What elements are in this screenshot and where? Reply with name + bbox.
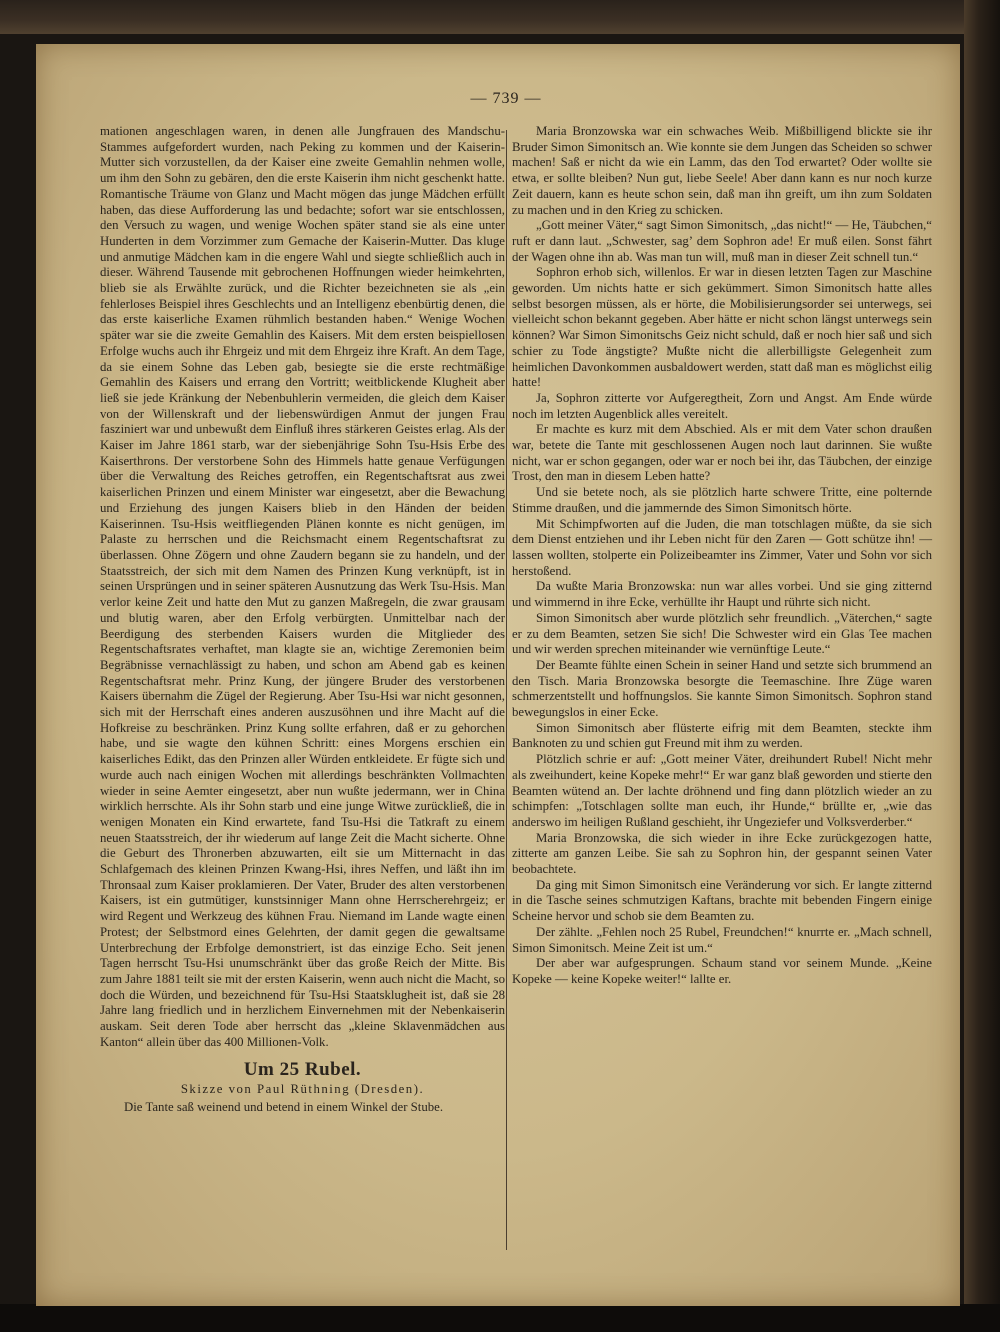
story-paragraph: Simon Simonitsch aber flüsterte eifrig mit dem Beamten, steckte ihm Banknoten zu und schien gut Freund mit ihm zu werden. [512, 720, 932, 751]
column-divider [506, 130, 507, 1250]
story-paragraph: „Gott meiner Väter,“ sagt Simon Simonitsch, „das nicht!“ — He, Täubchen,“ ruft er dann laut. „Schwester, sag’ dem Sophron ade! Er muß eilen. Sonst fährt der Wagen ohne ihn ab. Was man tun will, muß man in dieser Zeit schnell tun.“ [512, 218, 932, 264]
book-binding-right [964, 0, 1000, 1332]
story-title: Um 25 Rubel. [243, 1059, 362, 1081]
story-byline: Skizze von Paul Rüthning (Dresden). [180, 1082, 425, 1097]
book-binding-top [0, 0, 1000, 34]
story-paragraph: Maria Bronzowska war ein schwaches Weib. Mißbilligend blickte sie ihr Bruder Simon Simonitsch an. Wie konnte sie dem Jungen das Scheiden so schwer machen! Saß er nicht da wie ein Lamm, das den Tod erwartet? Oder wollte sie etwa, er sollte bleiben? Nun gut, liebe Seele! Aber dann kann es nur noch kurze Zeit dauern, kann es heute schon sein, daß man ihn greift, um ihn zum Soldaten zu machen und in den Krieg zu schicken. [512, 124, 932, 217]
story-paragraph: Der Beamte fühlte einen Schein in seiner Hand und setzte sich brummend an den Tisch. Maria Bronzowska besorgte die Teemaschine. Ihre Züge waren schmerzentstellt und hoffnungslos. Sie kannte Simon Simonitsch. Sophron stand bewegungslos in einer Ecke. [512, 657, 932, 720]
story-paragraph: Da wußte Maria Bronzowska: nun war alles vorbei. Und sie ging zitternd und wimmernd in ihre Ecke, verhüllte ihr Haupt und rührte sich nicht. [512, 579, 932, 610]
story-paragraph: Ja, Sophron zitterte vor Aufgeregtheit, Zorn und Angst. Am Ende würde noch im letzten Augenblick alles vereitelt. [512, 390, 932, 421]
story-paragraph: Der zählte. „Fehlen noch 25 Rubel, Freundchen!“ knurrte er. „Mach schnell, Simon Simonitsch. Meine Zeit ist um.“ [512, 924, 932, 955]
story-paragraph: Da ging mit Simon Simonitsch eine Veränderung vor sich. Er langte zitternd in die Tasche seines schmutzigen Kaftans, brachte mit bebenden Fingern einige Scheine hervor und schob sie dem Beamten zu. [512, 877, 932, 924]
newspaper-page [36, 44, 960, 1306]
story-opening-paragraph: Die Tante saß weinend und betend in einem Winkel der Stube. [124, 1099, 444, 1114]
story-paragraph: Maria Bronzowska, die sich wieder in ihre Ecke zurückgezogen hatte, zitterte am ganzen Leibe. Sie sah zu Sophron hin, der gespannt seinen Vater beobachtete. [512, 830, 932, 877]
story-paragraph: Mit Schimpfworten auf die Juden, die man totschlagen müßte, da sie sich dem Dienst entziehen und ihr Leben nicht für den Zaren — Gott schütze ihn! — lassen wollten, stolperte ein Polizeibeamter ins Zimmer, Vater und Sohn vor sich herstoßend. [512, 516, 932, 578]
story-paragraph: Simon Simonitsch aber wurde plötzlich sehr freundlich. „Väterchen,“ sagte er zu dem Beamten, setzen Sie sich! Die Schwester wird ein Glas Tee machen und wir werden sprechen miteinander wie vernünftige Leute.“ [512, 610, 932, 657]
story-paragraph: Plötzlich schrie er auf: „Gott meiner Väter, dreihundert Rubel! Nicht mehr als zweihundert, keine Kopeke mehr!“ Er war ganz blaß geworden und stierte den Beamten wütend an. Der lachte dröhnend und fing dann plötzlich wieder an zu schimpfen: „Totschlagen sollte man euch, ihr Hunde,“ brüllte er, „wie das anderswo im heiligen Rußland geschieht, ihr Ungeziefer und Volksverderber.“ [512, 752, 932, 829]
book-binding-bottom [0, 1304, 1000, 1332]
story-paragraph: Und sie betete noch, als sie plötzlich harte schwere Tritte, eine polternde Stimme draußen, und die jammernde des Simon Simonitsch hörte. [512, 485, 932, 515]
story-paragraph: Er machte es kurz mit dem Abschied. Als er mit dem Vater schon draußen war, betete die Tante mit geschlossenen Augen noch laut darinnen. Sie wußte nicht, war er schon gegangen, oder war er noch bei ihr, das Täubchen, der einzige Trost, den man in diesem Leben hatte? [512, 422, 932, 484]
page-number: — 739 — [470, 90, 542, 107]
left-column [100, 124, 505, 1116]
right-column [512, 124, 932, 988]
story-paragraph: Sophron erhob sich, willenlos. Er war in diesen letzten Tagen zur Maschine geworden. Um nichts hatte er sich gekümmert. Simon Simonitsch hatte alles selbst besorgen müssen, als er hörte, die Mobilisierungsorder sei unterwegs, sei vielleicht schon bekannt gegeben. Aber hätte er nicht schon längst unterwegs sein können? War Simon Simonitschs Geiz nicht schuld, daß er noch hier saß und sich schier zu Tode ängstigte? Mußte nicht die allerbilligste Gelegenheit zum heimlichen Davonkommen ausbaldowert werden, statt daß man es möglichst eilig hatte! [512, 265, 932, 390]
story-paragraph: Der aber war aufgesprungen. Schaum stand vor seinem Munde. „Keine Kopeke — keine Kopeke weiter!“ lallte er. [512, 956, 932, 986]
article-continuation-text: mationen angeschlagen waren, in denen alle Jungfrauen des Mandschu-Stammes aufgefordert wurden, nach Peking zu kommen und der Kaiserin-Mutter sich vorzustellen, da der Kaiser eine zweite Gemahlin nehmen wolle, um ihm den Sohn zu gebären, den die erste Kaiserin ihm nicht geschenkt hatte. Romantische Träume von Glanz und Macht mögen das junge Mädchen erfüllt haben, das diese Aufforderung las und bedachte; sofort war sie entschlossen, den Versuch zu wagen, und wenige Wochen später stand sie als eine unter Hunderten in dem Vorzimmer zum Gemache der Kaiserin-Mutter. Das kluge und anmutige Mädchen kam in die engere Wahl und siegte schließlich auch in dieser. Während Tausende mit gebrochenen Hoffnungen wieder heimkehrten, blieb sie als Erwählte zurück, und die Richter bezeichneten sie als „ein fehlerloses Beispiel ihres Geschlechts und an Intelligenz ebenbürtig denen, die das erste kaiserliche Examen rühmlich bestanden haben.“ Wenige Wochen später war sie die zweite Gemahlin des Kaisers. Mit dem ersten beispiellosen Erfolge wuchs auch ihr Ehrgeiz und mit dem Ehrgeiz ihre Kraft. An dem Tage, da sie einem Sohne das Leben gab, besiegte sie die erste rechtmäßige Gemahlin des Kaisers und errang den Vortritt; weitblickende Klugheit aber ließ sie jede Kränkung der Nebenbuhlerin vermeiden, die gleich dem Kaiser von der Willenskraft und der liebenswürdigen Anmut der jungen Frau fasziniert war und unbewußt dem Einfluß ihres stärkeren Geistes erlag. Als der Kaiser im Jahre 1861 starb, war der siebenjährige Sohn Tsu-Hsis Erbe des Kaiserthrons. Der verstorbene Sohn des Himmels hatte genaue Verfügungen über die Verwaltung des Reiches getroffen, ein Regentschaftsrat aus zwei kaiserlichen Prinzen und einem Minister war eingesetzt, aber die Bewachung und Erziehung des jungen Kaisers blieb in den Händen der beiden Kaiserinnen. Tsu-Hsis weitfliegenden Plänen konnte es nicht genügen, im Palaste zu herrschen und die Reichsmacht einem Regentschaftsrat zu überlassen. Ohne Zögern und ohne Zaudern begann sie zu handeln, und der Staatsstreich, der sich mit dem Namen des Prinzen Kung verknüpft, ist in seinen Ursprüngen und in seiner späteren Ausnutzung das Werk Tsu-Hsis. Man verlor keine Zeit und hatte den Mut zu ganzen Maßregeln, die zwar grausam und blutig waren, aber den Erfolg verbürgten. Unmittelbar nach der Beerdigung des sterbenden Kaisers wurden die Mitglieder des Regentschaftsrates verhaftet, man klagte sie an, wichtige Zeremonien beim Begräbnisse vernachlässigt zu haben, und schon am Abend gab es keinen Regentschaftsrat mehr. Prinz Kung, der jüngere Bruder des verstorbenen Kaisers übernahm die Zügel der Regierung. Aber Tsu-Hsi war nicht gesonnen, sich mit der Herrschaft eines anderen auszusöhnen und ihre Macht auf die Hofkreise zu beschränken. Prinz Kung sollte erfahren, daß er zu gehorchen habe, und sie wagte den kühnen Schritt: eines Morgens erschien ein kaiserliches Edikt, das den Prinzen aller Würden entkleidete. Er fügte sich und wurde auch nach einigen Wochen mit allerdings beschränkten Vollmachten wieder in seine Aemter eingesetzt, aber nun wußte jedermann, wer in China wirklich herrschte. Als ihr Sohn starb und eine junge Witwe zurückließ, die in wenigen Monaten ein Kind erwartete, fand Tsu-Hsi die Tatkraft zu einem neuen Staatsstreich, der ihr wiederum auf lange Zeit die Macht sicherte. Ohne die Geburt des Thronerben abzuwarten, eilt sie um Mitternacht in das Schlafgemach des kleinen Prinzen Kwang-Hsi, ihres Neffen, und läßt ihn im Thronsaal zum Kaiser proklamieren. Der Vater, Bruder des alten verstorbenen Kaisers, ist ein gutmütiger, kunstsinniger Mann ohne Herrscherehrgeiz; er wird Regent und Werkzeug des kühnen Frau. Niemand im Lande wagte einen Protest; der Selbstmord eines Gelehrten, der damit gegen die gewaltsame Unterbrechung der Erbfolge demonstriert, ist das einzige Echo. Seit jenen Tagen herrscht Tsu-Hsi unumschränkt über das große Reich der Mitte. Bis zum Jahre 1881 teilt sie mit der ersten Kaiserin, wenn auch nicht die Macht, so doch die Würden, und bezeichnend für Tsu-Hsi Staatsklugheit ist, daß sie 28 Jahre lang friedlich und in herzlichem Einvernehmen mit der Nebenkaiserin auskam. Seit deren Tode aber herrscht das „kleine Sklavenmädchen aus Kanton“ allein über das 400 Millionen-Volk. [100, 124, 505, 1049]
